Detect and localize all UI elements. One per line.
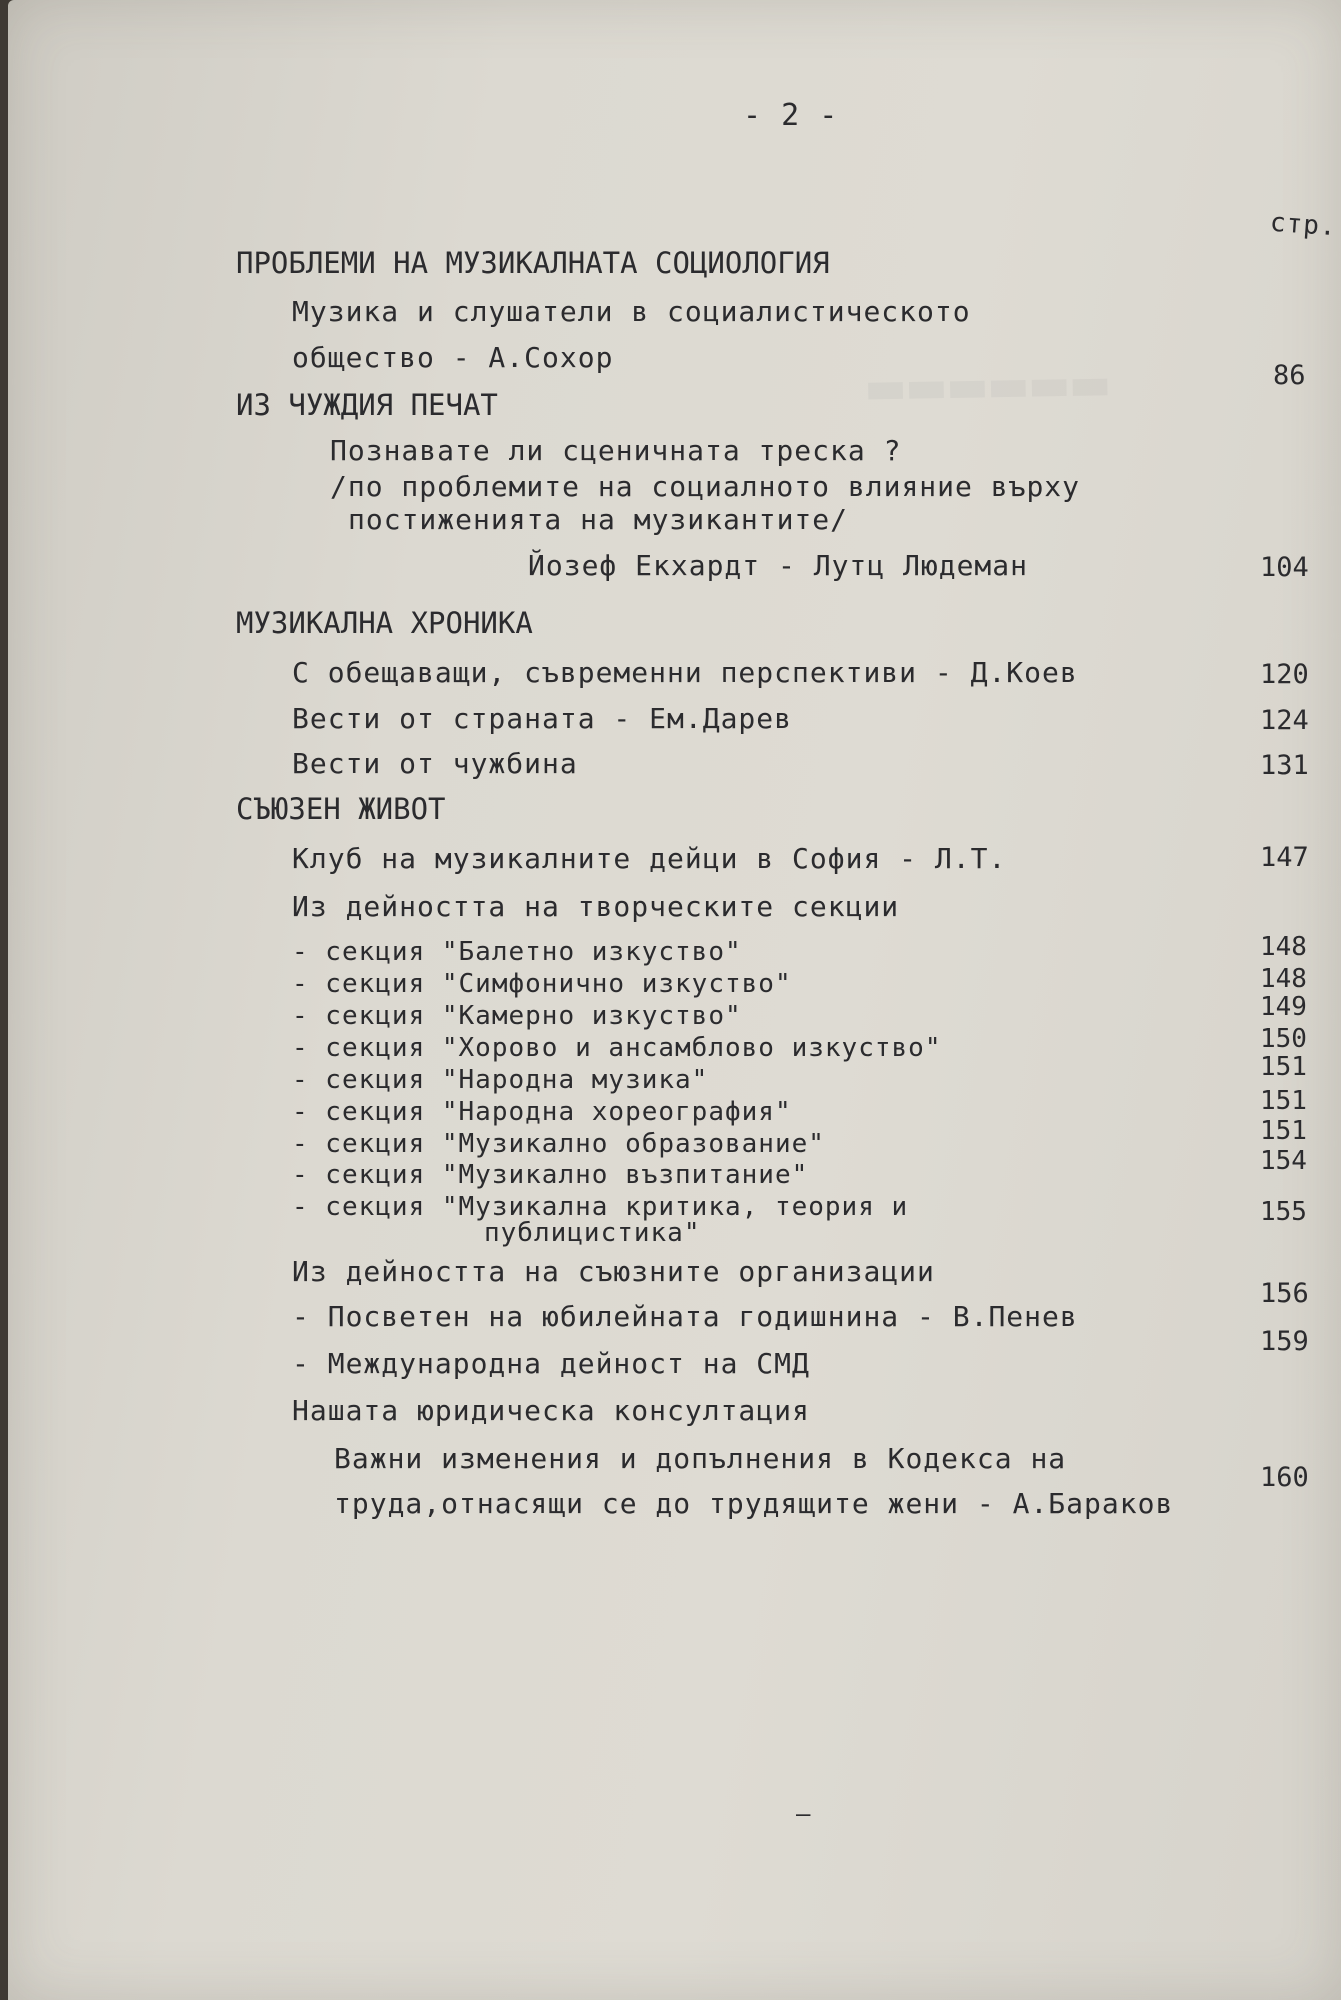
toc-page-number: 148 [1260,932,1307,962]
page-column-header: стр. [1269,207,1338,243]
toc-entry-line: - секция "Музикално образование" [292,1129,825,1159]
toc-subheading: Из дейността на творческите секции [292,890,900,923]
toc-entry-line: - секция "Музикално възпитание" [292,1160,809,1190]
section-heading: СЪЮЗЕН ЖИВОТ [236,792,446,826]
toc-page-number: 149 [1260,992,1307,1022]
toc-page-number: 120 [1260,659,1309,690]
toc-page-number: 151 [1260,1052,1307,1082]
toc-page-number: 154 [1260,1146,1307,1176]
toc-page-number: 155 [1260,1197,1307,1227]
toc-page-number: 104 [1260,552,1309,583]
toc-entry-line: /по проблемите на социалното влияние върху [330,470,1081,503]
toc-entry-line: труда,отнасящи се до трудящите жени - А.Бараков [334,1487,1174,1520]
toc-entry-line: - секция "Народна музика" [292,1065,709,1095]
toc-page-number: 148 [1260,964,1307,994]
toc-entry-line: - Посветен на юбилейната годишнина - В.Пенев [292,1300,1078,1333]
toc-entry-line: Важни изменения и допълнения в Кодекса на [334,1442,1067,1475]
toc-page-number: 160 [1260,1462,1309,1493]
toc-page-number: 156 [1260,1278,1309,1309]
toc-entry-line: публицистика" [484,1218,701,1248]
toc-entry-line: - Международна дейност на СМД [292,1347,810,1380]
toc-subheading: Нашата юридическа консултация [292,1394,810,1427]
toc-entry-line: Музика и слушатели в социалистическото [292,295,971,328]
toc-page-number: 159 [1260,1326,1309,1357]
toc-page-number: 124 [1260,705,1309,736]
toc-page-number: 151 [1260,1086,1307,1116]
bleed-through-shadow: ▬▬▬▬▬▬ [867,347,1115,421]
toc-entry-line: общество - А.Сохор [292,341,614,374]
toc-entry-line: - секция "Симфонично изкуство" [292,969,792,999]
page-number: - 2 - [743,98,839,133]
toc-entry-line: - секция "Народна хореография" [292,1097,792,1127]
toc-page-number: 151 [1260,1116,1307,1146]
toc-entry-line: постиженията на музикантите/ [348,503,849,536]
toc-entry-line: Клуб на музикалните дейци в София - Л.Т. [292,842,1007,875]
toc-entry-line: С обещаващи, съвременни перспективи - Д.Коев [292,656,1078,689]
section-heading: МУЗИКАЛНА ХРОНИКА [236,606,533,640]
toc-entry-line: Вести от чужбина [292,747,578,780]
section-heading: ПРОБЛЕМИ НА МУЗИКАЛНАТА СОЦИОЛОГИЯ [236,246,830,280]
toc-entry-line: - секция "Балетно изкуство" [292,937,742,967]
toc-entry-line: - секция "Хорово и ансамблово изкуство" [292,1033,942,1063]
toc-subheading: Из дейността на съюзните организации [292,1255,935,1288]
footer-mark: – [796,1800,812,1828]
section-heading: ИЗ ЧУЖДИЯ ПЕЧАТ [236,388,498,422]
toc-entry-authors: Йозеф Екхардт - Лутц Людеман [528,549,1029,582]
toc-entry-line: Вести от страната - Ем.Дарев [292,702,793,735]
toc-entry-line: - секция "Музикална критика, теория и [292,1192,909,1222]
toc-page-number: 147 [1260,842,1309,873]
toc-page-number: 150 [1260,1024,1307,1054]
toc-entry-line: - секция "Камерно изкуство" [292,1001,742,1031]
toc-entry-line: Познавате ли сценичната треска ? [330,434,902,467]
toc-page-number: 131 [1260,750,1309,781]
toc-page-number: 86 [1273,360,1306,391]
document-page [8,0,1341,2000]
